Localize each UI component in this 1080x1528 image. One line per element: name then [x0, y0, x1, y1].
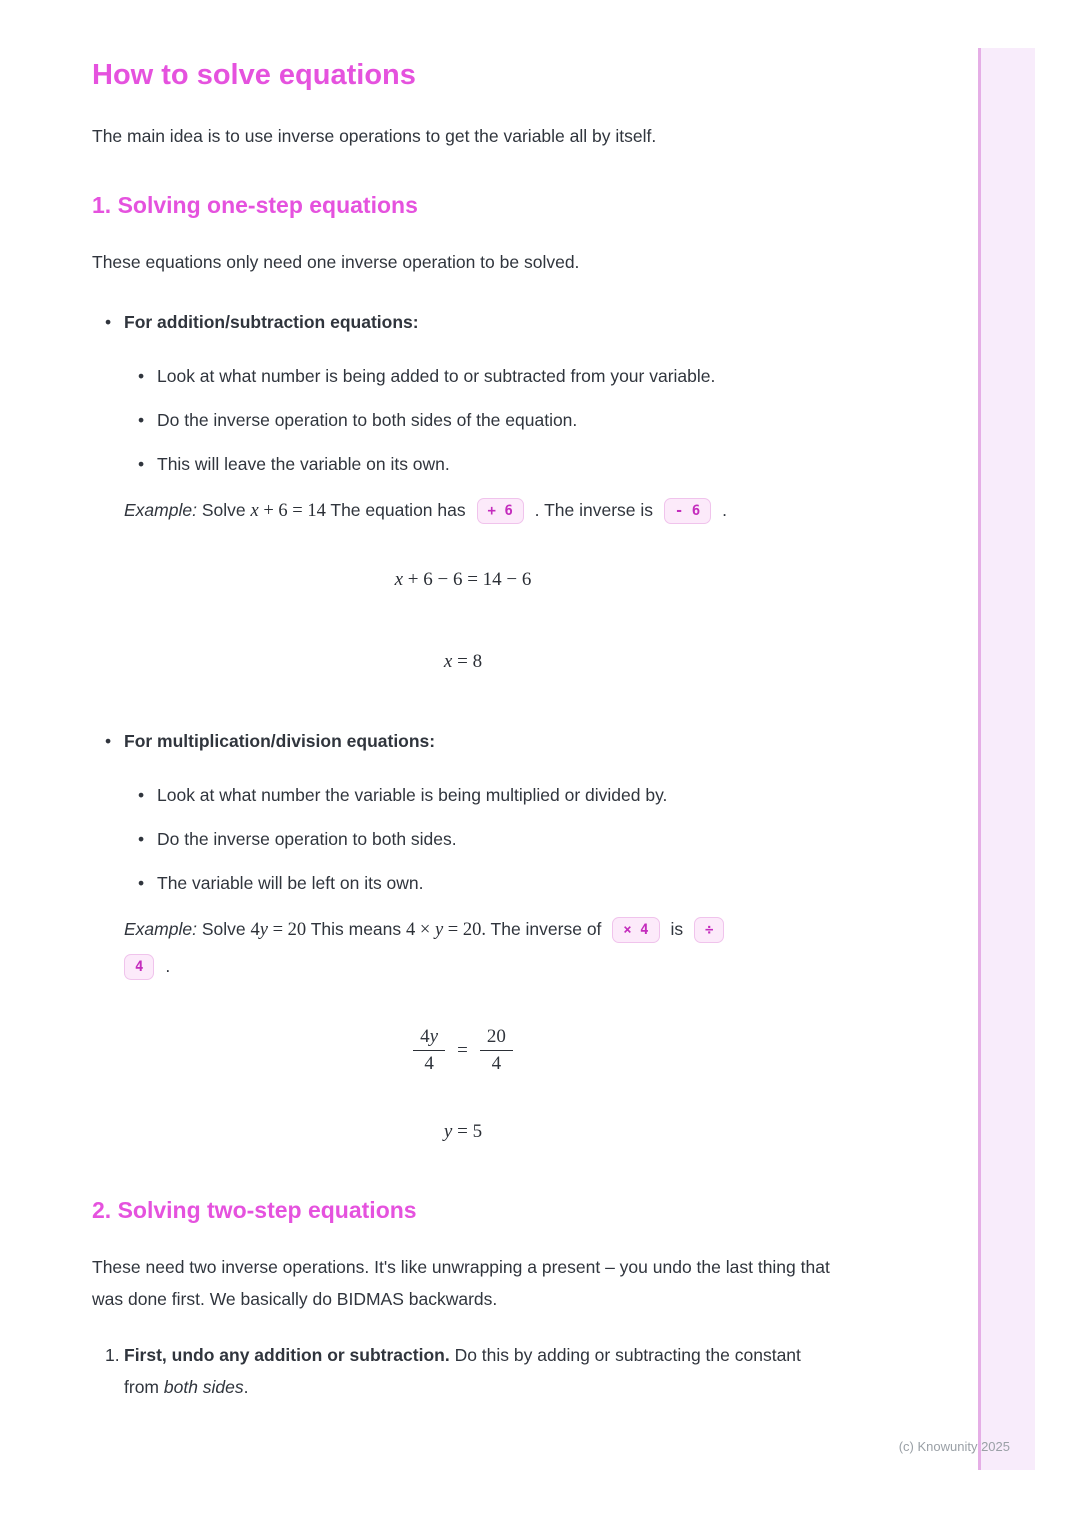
bullet-icon: • — [138, 366, 145, 386]
muldiv-label: For multiplication/division equations: — [124, 731, 436, 751]
step-bold-text: First, undo any addition or subtraction. — [124, 1345, 450, 1365]
example-text: is — [670, 919, 684, 939]
list-item — [92, 404, 834, 436]
list-item-addsub — [92, 306, 834, 338]
example-text: The equation has — [330, 500, 466, 520]
side-band — [978, 48, 1035, 1470]
list-item — [92, 360, 834, 392]
list-item — [92, 448, 834, 480]
list-item — [92, 867, 834, 899]
example-text: . — [722, 500, 727, 520]
equation-step: x + 6 − 6 = 14 − 6 — [394, 569, 532, 590]
addsub-sublist — [92, 360, 834, 480]
number-marker: 1. — [105, 1345, 120, 1365]
fraction-left — [413, 1024, 445, 1077]
intro-paragraph: The main idea is to use inverse operations to get the variable all by itself. — [92, 126, 657, 146]
list-item-text: This will leave the variable on its own. — [157, 454, 450, 474]
example-line — [124, 948, 834, 984]
fraction-numerator: 4y — [413, 1024, 445, 1051]
step-text-end: . — [243, 1377, 249, 1397]
addsub-label: For addition/subtraction equations: — [124, 312, 419, 332]
example-text: Solve — [201, 500, 246, 520]
fraction-denominator: 4 — [424, 1053, 434, 1074]
equation-result: x = 8 — [443, 651, 483, 672]
watermark: (c) Knowunity 2025 — [898, 1439, 1010, 1454]
page-title: How to solve equations — [92, 59, 416, 91]
example-text: . The inverse is — [534, 500, 654, 520]
inline-math: 4y = 20 — [250, 920, 307, 940]
list-item-text: The variable will be left on its own. — [157, 873, 424, 893]
section2-heading: 2. Solving two-step equations — [92, 1197, 417, 1223]
list-item-text: Look at what number is being added to or subtracted from your variable. — [157, 366, 716, 386]
list-item-text: Look at what number the variable is being multiplied or divided by. — [157, 785, 668, 805]
bullet-icon: • — [138, 410, 145, 430]
example-muldiv — [124, 911, 834, 984]
example-text: The inverse of — [490, 919, 602, 939]
inline-math: x + 6 = 14 — [250, 501, 326, 521]
example-label: Example: — [124, 919, 197, 939]
section2-intro: These need two inverse operations. It's like unwrapping a present – you undo the last thing that was done first. We basically do BIDMAS backwards. — [92, 1257, 830, 1309]
example-text: This means — [310, 919, 402, 939]
equation-result: y = 5 — [443, 1121, 483, 1142]
example-line — [124, 911, 834, 948]
section1-heading: 1. Solving one-step equations — [92, 192, 418, 218]
example-text: . — [165, 956, 171, 976]
list-item-text: Do the inverse operation to both sides. — [157, 829, 457, 849]
document-content — [92, 48, 834, 1403]
fraction-right — [480, 1024, 513, 1077]
code-chip-divide: ÷ — [694, 917, 724, 943]
bullet-icon: • — [138, 873, 145, 893]
example-addsub — [124, 492, 834, 529]
fraction-equation — [92, 1024, 834, 1077]
numbered-item — [92, 1339, 834, 1403]
muldiv-sublist — [92, 779, 834, 899]
section1-intro: These equations only need one inverse operation to be solved. — [92, 252, 580, 272]
code-chip-plus-6: + 6 — [477, 498, 524, 524]
example-text: Solve — [201, 919, 246, 939]
example-label: Example: — [124, 500, 197, 520]
bullet-icon: • — [138, 454, 145, 474]
bullet-icon: • — [105, 731, 112, 751]
code-chip-times-4: × 4 — [612, 917, 659, 943]
equals-sign: = — [457, 1039, 468, 1061]
list-item — [92, 823, 834, 855]
step-italic-text: both sides — [163, 1377, 244, 1397]
list-item — [92, 779, 834, 811]
numbered-item-text — [124, 1339, 834, 1403]
list-item-text: Do the inverse operation to both sides of the equation. — [157, 410, 578, 430]
bullet-icon: • — [138, 829, 145, 849]
step-text: Do this by adding or subtracting the constant from — [124, 1345, 801, 1397]
list-item-muldiv — [92, 725, 834, 757]
code-chip-divide-4: 4 — [124, 954, 154, 980]
bullet-icon: • — [105, 312, 112, 332]
bullet-icon: • — [138, 785, 145, 805]
code-chip-minus-6: - 6 — [664, 498, 711, 524]
fraction-numerator: 20 — [480, 1024, 513, 1051]
fraction-denominator: 4 — [491, 1053, 502, 1074]
inline-math: 4 × y = 20. — [406, 920, 486, 940]
